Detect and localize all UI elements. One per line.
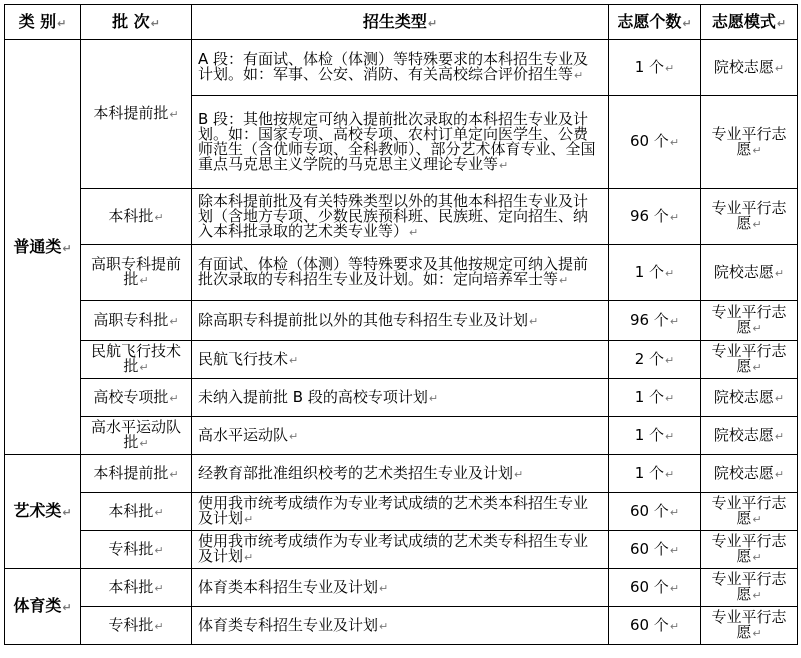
batch-cell: 本科提前批↵: [81, 455, 192, 493]
type-cell: 经教育部批准组织校考的艺术类招生专业及计划↵: [192, 455, 609, 493]
table-row: [5, 379, 798, 417]
batch-cell: 高职专科批↵: [81, 301, 192, 341]
mode-cell: 专业平行志愿↵: [701, 493, 798, 531]
batch-cell: 高校专项批↵: [81, 379, 192, 417]
type-cell: B 段：其他按规定可纳入提前批次录取的本科招生专业及计划。如：国家专项、高校专项、农村订单定向医学生、公费师范生（含优师专项、全科教师）、部分艺术体育专业、全国重点马克思主义学院的马克思主义理论专业等↵: [192, 96, 609, 189]
mode-cell: 院校志愿↵: [701, 455, 798, 493]
mode-cell: 专业平行志愿↵: [701, 96, 798, 189]
type-cell: 高水平运动队↵: [192, 417, 609, 455]
batch-cell: 专科批↵: [81, 531, 192, 569]
table-row: [5, 455, 798, 493]
header-batch: 批 次↵: [81, 5, 192, 40]
type-cell: 有面试、体检（体测）等特殊要求及其他按规定可纳入提前批次录取的专科招生专业及计划。如：定向培养军士等↵: [192, 245, 609, 301]
batch-cell: 本科批↵: [81, 569, 192, 607]
count-cell: 60 个↵: [609, 607, 701, 645]
batch-cell: 本科批↵: [81, 493, 192, 531]
table-row: [5, 531, 798, 569]
header-count: 志愿个数↵: [609, 5, 701, 40]
type-cell: 除本科提前批及有关特殊类型以外的其他本科招生专业及计划（含地方专项、少数民族预科班、民族班、定向招生、纳入本科批录取的艺术类专业等）↵: [192, 189, 609, 245]
count-cell: 60 个↵: [609, 569, 701, 607]
count-cell: 60 个↵: [609, 531, 701, 569]
count-cell: 1 个↵: [609, 245, 701, 301]
batch-cell: 专科批↵: [81, 607, 192, 645]
header-row: [5, 5, 798, 40]
table-row: [5, 341, 798, 379]
mode-cell: 专业平行志愿↵: [701, 301, 798, 341]
count-cell: 1 个↵: [609, 379, 701, 417]
category-yishu: 艺术类↵: [5, 455, 81, 569]
type-cell: 体育类本科招生专业及计划↵: [192, 569, 609, 607]
batch-cell: 高职专科提前批↵: [81, 245, 192, 301]
mode-cell: 院校志愿↵: [701, 245, 798, 301]
type-cell: 使用我市统考成绩作为专业考试成绩的艺术类本科招生专业及计划↵: [192, 493, 609, 531]
table-row: [5, 417, 798, 455]
mode-cell: 专业平行志愿↵: [701, 531, 798, 569]
type-cell: 除高职专科提前批以外的其他专科招生专业及计划↵: [192, 301, 609, 341]
table-row: [5, 40, 798, 96]
type-cell: 使用我市统考成绩作为专业考试成绩的艺术类专科招生专业及计划↵: [192, 531, 609, 569]
count-cell: 1 个↵: [609, 40, 701, 96]
category-putong: 普通类↵: [5, 40, 81, 455]
mode-cell: 院校志愿↵: [701, 379, 798, 417]
type-cell: 民航飞行技术↵: [192, 341, 609, 379]
table-row: [5, 607, 798, 645]
type-cell: 未纳入提前批 B 段的高校专项计划↵: [192, 379, 609, 417]
header-type: 招生类型↵: [192, 5, 609, 40]
count-cell: 1 个↵: [609, 455, 701, 493]
category-tiyu: 体育类↵: [5, 569, 81, 645]
table-row: [5, 245, 798, 301]
type-cell: 体育类专科招生专业及计划↵: [192, 607, 609, 645]
table-row: [5, 189, 798, 245]
batch-cell: 高水平运动队批↵: [81, 417, 192, 455]
admission-table: [4, 4, 798, 645]
mode-cell: 专业平行志愿↵: [701, 569, 798, 607]
batch-cell: 本科提前批↵: [81, 40, 192, 189]
count-cell: 2 个↵: [609, 341, 701, 379]
table-row: [5, 493, 798, 531]
type-cell: A 段：有面试、体检（体测）等特殊要求的本科招生专业及计划。如：军事、公安、消防、有关高校综合评价招生等↵: [192, 40, 609, 96]
mode-cell: 专业平行志愿↵: [701, 341, 798, 379]
mode-cell: 院校志愿↵: [701, 40, 798, 96]
count-cell: 96 个↵: [609, 301, 701, 341]
count-cell: 1 个↵: [609, 417, 701, 455]
count-cell: 96 个↵: [609, 189, 701, 245]
batch-cell: 本科批↵: [81, 189, 192, 245]
header-mode: 志愿模式↵: [701, 5, 798, 40]
table-row: [5, 569, 798, 607]
batch-cell: 民航飞行技术批↵: [81, 341, 192, 379]
mode-cell: 院校志愿↵: [701, 417, 798, 455]
mode-cell: 专业平行志愿↵: [701, 607, 798, 645]
count-cell: 60 个↵: [609, 493, 701, 531]
mode-cell: 专业平行志愿↵: [701, 189, 798, 245]
count-cell: 60 个↵: [609, 96, 701, 189]
header-category: 类 别↵: [5, 5, 81, 40]
table-row: [5, 301, 798, 341]
